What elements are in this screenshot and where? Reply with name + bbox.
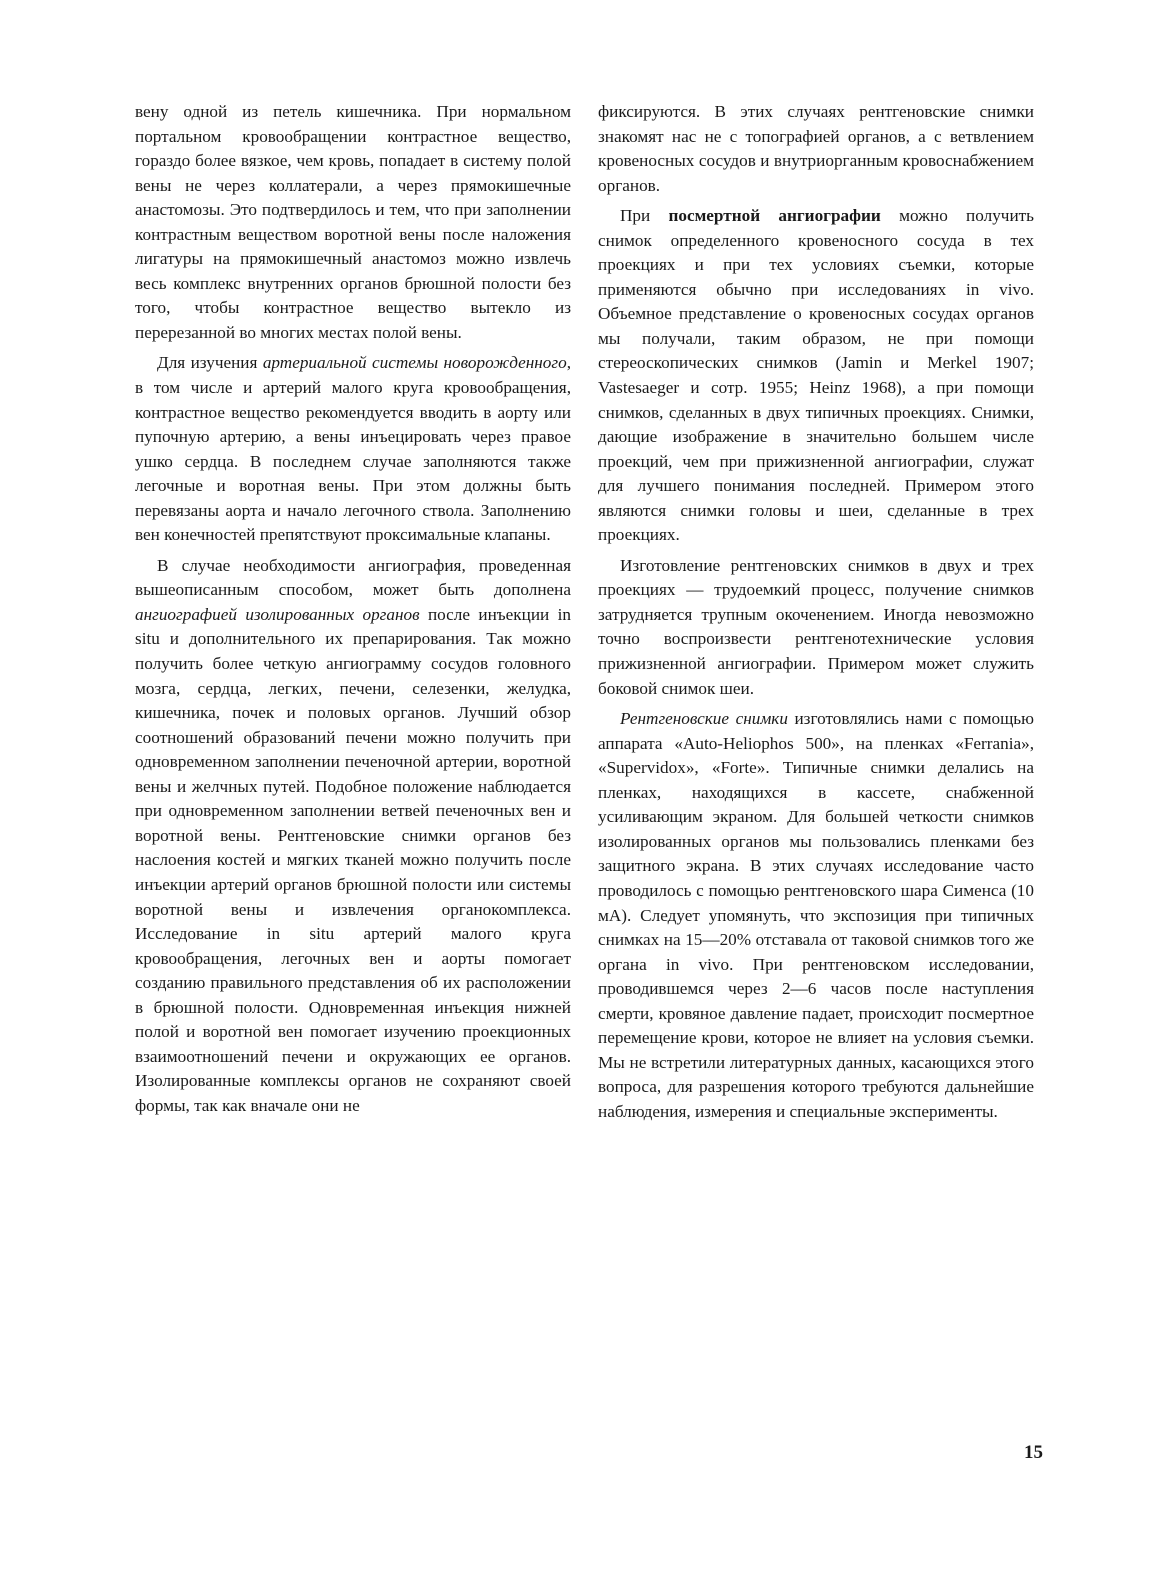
paragraph-text: Изготовление рентгеновских снимков в двух и трех проекциях — трудоемкий процесс, получение снимков затрудняется трупным окоченением. Иногда невозможно точно воспроизвести рентгенотехнические условия прижизненной ангиографии. Примером может служить боковой снимок шеи.: [598, 555, 1034, 698]
paragraph-text: В случае необходимости ангиография, проведенная вышеописанным способом, может быть дополнена: [135, 555, 571, 600]
paragraph-text: после инъекции in situ и дополнительного их препарирования. Так можно получить более четкую ангиограмму сосудов головного мозга, сердца, легких, печени, селезенки, желудка, кишечника, почек и половых органов. Лучший обзор соотношений образований печени можно получить при одновременном заполнении печеночной артерии, воротной вены и желчных путей. Подобное положение наблюдается при одновременном заполнении ветвей печеночных вен и воротной вены. Рентгеновские снимки органов без наслоения костей и мягких тканей можно получить после инъекции артерий органов брюшной полости или системы воротной вены и извлечения органокомплекса. Исследование in situ артерий малого круга кровообращения, легочных вен и аорты помогает созданию правильного представления об их расположении в брюшной полости. Одновременная инъекция нижней полой и воротной вен помогает изучению проекционных взаимоотношений печени и окружающих ее органов. Изолированные комплексы органов не сохраняют своей формы, так как вначале они не: [135, 604, 571, 1115]
paragraph-text: фиксируются. В этих случаях рентгеновские снимки знакомят нас не с топографией органов, а с ветвлением кровеносных сосудов и внутриорганным кровоснабжением органов.: [598, 102, 1034, 195]
paragraph: [598, 204, 1034, 548]
bold-term: посмертной ангиографии: [668, 206, 881, 226]
italic-term: артериальной системы новорожденного: [262, 353, 567, 373]
paragraph: [135, 554, 571, 1119]
paragraph-text: При: [620, 206, 669, 226]
paragraph-text: можно получить снимок определенного кровеносного сосуда в тех проекциях и при тех условиях съемки, которые применяются обычно при исследованиях in vivo. Объемное представление о кровеносных сосудах органов мы получали, таким образом, не при помощи стереоскопических снимков (Jamin и Merkel 1907; Vastesaeger и сотр. 1955; Heinz 1968), а при помощи снимков, сделанных в двух типичных проекциях. Снимки, дающие изображение в значительно большем числе проекций, чем при прижизненной ангиографии, служат для лучшего понимания последней. Примером этого являются снимки головы и шеи, сделанные в трех проекциях.: [598, 206, 1034, 545]
left-column: [135, 100, 571, 1124]
paragraph: [135, 100, 571, 345]
paragraph-text: , в том числе и артерий малого круга кровообращения, контрастное вещество рекомендуется вводить в аорту или пупочную артерию, а вены инъецировать через правое ушко сердца. В последнем случае заполняются также легочные и воротная вены. При этом должны быть перевязаны аорта и начало легочного ствола. Заполнению вен конечностей препятствуют проксимальные клапаны.: [135, 353, 571, 545]
paragraph-text: изготовлялись нами с помощью аппарата «Auto-Heliophos 500», на пленках «Ferrania», «Supervidox», «Forte». Типичные снимки делались на пленках, находящихся в кассете, снабженной усиливающим экраном. Для большей четкости снимков изолированных органов мы пользовались пленками без защитного экрана. В этих случаях исследование часто проводилось с помощью рентгеновского шара Сименса (10 мА). Следует упомянуть, что экспозиция при типичных снимках на 15—20% отставала от таковой снимков того же органа in vivo. При рентгеновском исследовании, проводившемся через 2—6 часов после наступления смерти, кровяное давление падает, происходит посмертное перемещение крови, которое не влияет на условия съемки. Мы не встретили литературных данных, касающихся этого вопроса, для разрешения которого требуются дальнейшие наблюдения, измерения и специальные эксперименты.: [598, 709, 1034, 1121]
paragraph: [598, 554, 1034, 701]
italic-term: ангиографией изолированных органов: [135, 604, 420, 624]
paragraph: [135, 351, 571, 547]
paragraph-text: Для изучения: [157, 353, 263, 373]
paragraph-text: вену одной из петель кишечника. При нормальном портальном кровообращении контрастное вещество, гораздо более вязкое, чем кровь, попадает в систему полой вены не через коллатерали, а через прямокишечные анастомозы. Это подтвердилось и тем, что при заполнении контрастным веществом воротной вены после наложения лигатуры на прямокишечный анастомоз можно извлечь весь комплекс внутренних органов брюшной полости без того, чтобы контрастное вещество вытекло из перерезанной во многих местах полой вены.: [135, 102, 571, 342]
right-column: [598, 100, 1034, 1130]
page-number: 15: [1024, 1442, 1043, 1463]
italic-term: Рентгеновские снимки: [620, 709, 788, 729]
paragraph: [598, 707, 1034, 1124]
paragraph: [598, 100, 1034, 198]
